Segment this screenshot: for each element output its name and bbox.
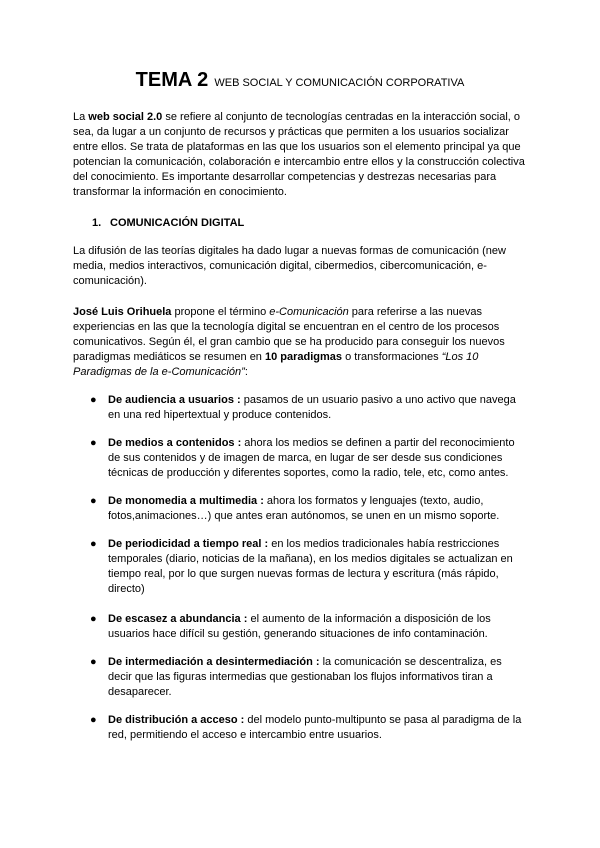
paradigm-text: en los medios tradicionales había restricciones temporales (diario, noticias de la mañana), en los medios digitales se actualizan en tiempo real, por lo que surgen nuevas formas de lectura y escritura (más rápido, directo) [108, 538, 513, 595]
bullet-icon: ● [90, 495, 97, 507]
bullet-icon: ● [90, 714, 97, 726]
list-item [90, 494, 528, 524]
paradigm-text: ahora los medios se definen a partir del reconocimiento de sus contenidos y de imagen de marca, en lugar de ser desde sus condiciones técnicas de producción y diferentes soportes, como la radio, tele, etc, como antes. [108, 437, 515, 479]
list-item [90, 713, 528, 743]
list-item [90, 436, 528, 481]
paradigm-label: De intermediación a desintermediación : [108, 656, 320, 668]
section-paragraph-1: La difusión de las teorías digitales ha dado lugar a nuevas formas de comunicación (new media, medios interactivos, comunicación digital, cibermedios, cibercomunicación, e-comunicación). [73, 245, 506, 287]
paradigm-label: De audiencia a usuarios : [108, 394, 241, 406]
section-number: 1. [92, 217, 102, 229]
page-title [0, 69, 600, 91]
section-title: COMUNICACIÓN DIGITAL [110, 217, 245, 229]
paradigm-text: la comunicación se descentraliza, es decir que las figuras intermedias que gestionaban los flujos informativos tiran a desaparecer. [108, 656, 502, 698]
paradigm-label: De monomedia a multimedia : [108, 495, 264, 507]
paradigm-label: De escasez a abundancia : [108, 613, 248, 625]
paradigm-text: ahora los formatos y lenguajes (texto, audio, fotos,animaciones…) que antes eran autónomos, se unen en un mismo soporte. [108, 495, 500, 522]
bullet-icon: ● [90, 394, 97, 406]
list-item [90, 655, 528, 700]
para2-text-1: propone el término [171, 306, 270, 318]
title-main: TEMA 2 [135, 69, 209, 91]
paradigm-label: De periodicidad a tiempo real : [108, 538, 269, 550]
paradigm-text: del modelo punto-multipunto se pasa al paradigma de la red, permitiendo el acceso e intercambio entre usuarios. [108, 714, 522, 741]
para2-text-2: para referirse a las nuevas experiencias en las que la tecnología digital se encuentran en el centro de los procesos comunicativos. Según él, el gran cambio que se ha producido para conseguir los nuevos paradigmas mediáticos se resumen en [73, 306, 505, 363]
bullet-icon: ● [90, 538, 97, 550]
quote-title: “Los 10 Paradigmas de la e-Comunicación” [73, 351, 479, 378]
intro-pre: La [73, 111, 89, 123]
list-item [90, 393, 528, 423]
intro-paragraph [73, 110, 531, 200]
section-heading [92, 216, 244, 231]
title-subtitle: WEB SOCIAL Y COMUNICACIÓN CORPORATIVA [214, 77, 465, 89]
list-item [90, 612, 528, 642]
paradigm-count: 10 paradigmas [264, 351, 343, 363]
paradigm-label: De medios a contenidos : [108, 437, 242, 449]
section-paragraph-2 [73, 305, 531, 380]
para2-text-4: : [244, 366, 248, 378]
author-name: José Luis Orihuela [73, 306, 172, 318]
paradigm-label: De distribución a acceso : [108, 714, 245, 726]
paradigm-text: pasamos de un usuario pasivo a uno activo que navega en una red hipertextual y produce contenidos. [108, 394, 516, 421]
bullet-icon: ● [90, 613, 97, 625]
para2-text-3: o transformaciones [342, 351, 442, 363]
intro-term: web social 2.0 [88, 111, 163, 123]
bullet-icon: ● [90, 656, 97, 668]
intro-rest: se refiere al conjunto de tecnologías centradas en la interacción social, o sea, da lugar a un conjunto de recursos y prácticas que permiten a los usuarios socializar entre ellos. Se trata de plataformas en las que los usuarios son el elemento principal ya que potencian la comunicación, colaboración e intercambio entre ellos y la construcción colectiva del conocimiento. Es importante desarrollar competencias y destrezas necesarias para transformar la información en conocimiento. [73, 111, 525, 198]
list-item [90, 537, 528, 597]
bullet-icon: ● [90, 437, 97, 449]
paradigm-text: el aumento de la información a disposición de los usuarios hace difícil su gestión, generando situaciones de info contaminación. [108, 613, 491, 640]
term-ecomunicacion: e-Comunicación [269, 306, 349, 318]
